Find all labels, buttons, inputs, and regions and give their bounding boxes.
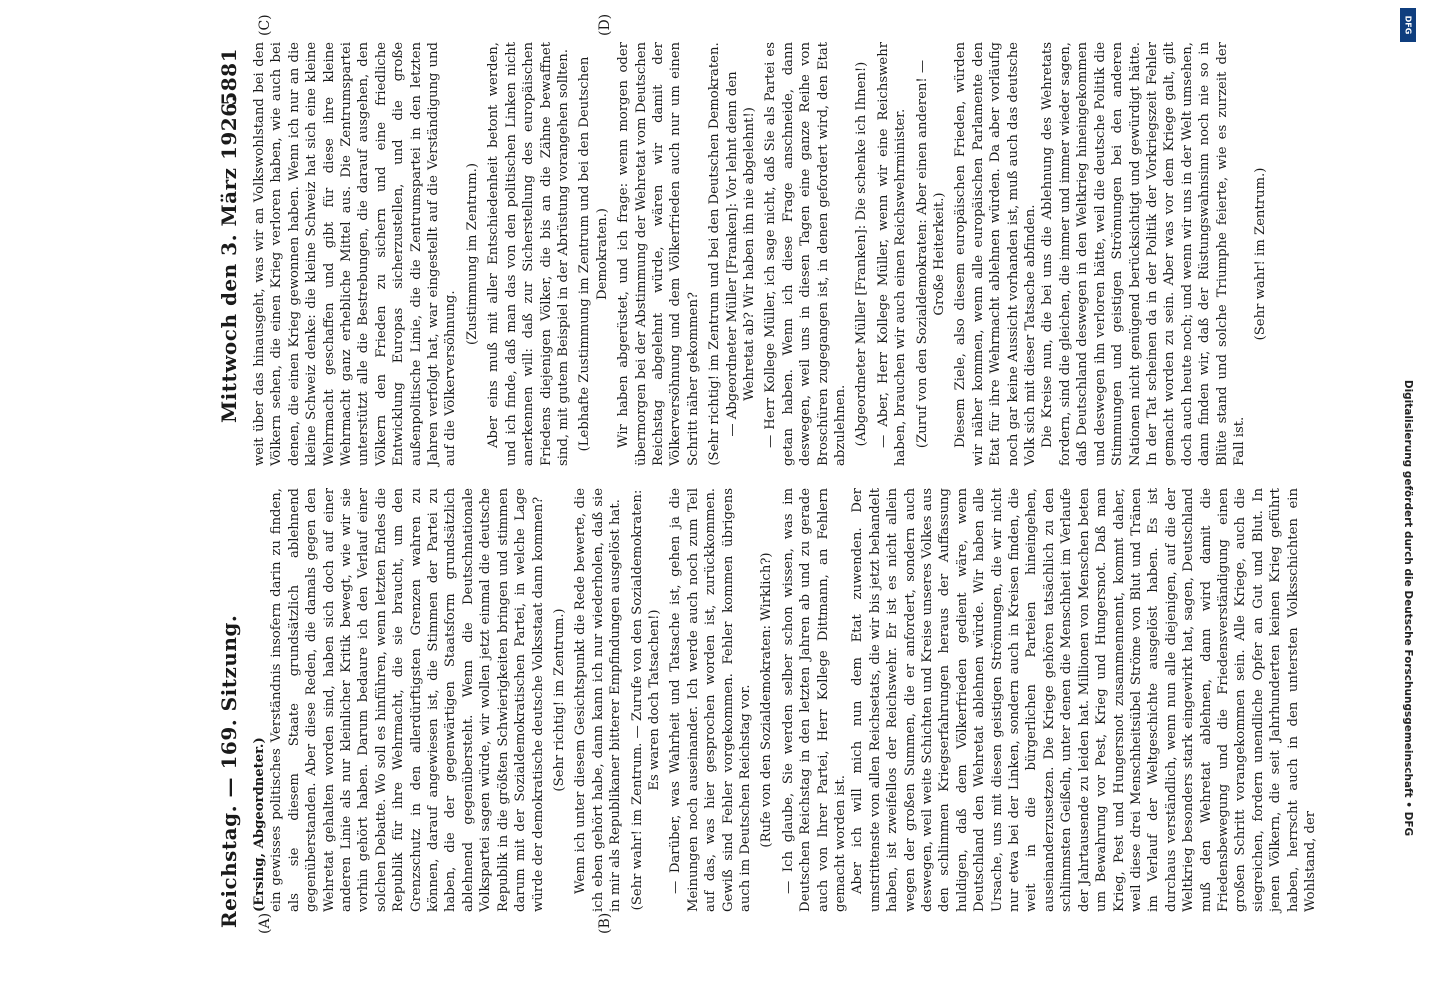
rotated-page (207, 0, 1318, 988)
paragraph: Aber ich will mich nun dem Etat zuwenden. Der umstrittenste von allen Reichsetats, die wir bis jetzt behandelt haben, ist zweifellos der Reichswehr. Er ist es nicht allein wegen der großen Summen, die er anfordert, sondern auch deswegen, weil weite Schichten und Kreise unseres Volkes aus den schlimmen Kriegserfahrungen heraus der Auffassung huldigen, daß dem Völkerfrieden gedient wäre, wenn Deutschland den Wehretat ablehnen würde. Wir haben alle Ursache, uns mit diesen geistigen Strömungen, die wir nicht nur etwa bei der Linken, sondern auch in Kreisen finden, die weit in die bürgerlichen Parteien hineingehen, auseinanderzusetzen. Die Kriege gehören tatsächlich zu den schlimmsten Geißeln, unter denen die Menschheit im Verlaufe der Jahrtausende zu leiden hat. Millionen von Menschen beten um Bewahrung vor Pest, Krieg und Hungersnot. Daß man Krieg, Pest und Hungersnot zusammennennt, kommt daher, weil diese drei Menschheitsübel Ströme von Blut und Tränen im Verlauf der Weltgeschichte ausgelöst haben. Es ist durchaus verständlich, wenn nun alle diejenigen, auf die der Weltkrieg besonders stark eingewirkt hat, sagen, Deutschland muß den Wehretat ablehnen, dann wird damit die Friedensbewegung und die Friedensverständigung einen großen Schritt vorangekommen sein. Alle Kriege, auch die siegreichen, fordern unendliche Opfer an Gut und Blut. In jenen Völkern, die seit Jahrhunderten keinen Krieg geführt haben, herrscht auch in den untersten Volksschichten ein Wohlstand, der (850, 488, 1318, 912)
interjection: (Zuruf von den Sozialdemokraten: Aber einen anderen! — Große Heiterkeit.) (914, 59, 948, 449)
dfg-logo: DFG (1400, 8, 1416, 42)
paragraph: — Aber, Herr Kollege Müller, wenn wir eine Reichswehr haben, brauchen wir auch einen Reichswehrminister. (875, 42, 909, 466)
paragraph: Die Kreise nun, die bei uns die Ablehnung des Wehretats fordern, sind die gleichen, die immer und immer wieder sagen, daß Deutschland deswegen in den Weltkrieg hineingekommen und deswegen ihn verloren hätte, weil die deutsche Politik die Stimmungen und geistigen Strömungen bei den anderen Nationen nicht genügend berücksichtigt und gewürdigt hätte. In der Tat scheinen da in der Politik der Vorkriegszeit Fehler gemacht worden zu sein. Aber was vor dem Kriege galt, gilt doch auch heute noch; und wenn wir uns in der Welt umsehen, dann finden wir, daß der Rüstungswahnsinn noch nie so in Blüte stand und solche Triumphe feierte, wie es zurzeit der Fall ist. (1040, 42, 1247, 466)
running-header (215, 28, 245, 928)
paragraph: Aber eins muß mit aller Entschiedenheit betont werden, und ich finde, daß man das von den politischen Linken nicht anerkennen will: daß zur Sicherstellung des europäischen Friedens diejenigen Völker, die bis an die Zähne bewaffnet sind, mit gutem Beispiel in der Abrüstung vorangehen sollten. (486, 42, 571, 466)
header-left: Reichstag. — 169. Sitzung. (217, 614, 241, 928)
page-number: 5881 (217, 48, 241, 106)
paragraph: weit über das hinausgeht, was wir an Volkswohlstand bei den Völkern sehen, die einen Krieg verloren haben, wie auch bei denen, die einen Krieg gewonnen haben. Wenn ich nur an die kleine Schweiz denke: die kleine Schweiz hat sich eine kleine Wehrmacht geschaffen und gibt für diese ihre kleine Wehrmacht ganz erhebliche Mittel aus. Die Zentrumspartei unterstützt alle die Bestrebungen, die darauf ausgehen, den Völkern den Frieden zu sichern und eine friedliche Entwicklung Europas sicherzustellen, und die große außenpolitische Linie, die die Zentrumspartei in den letzten Jahren verfolgt hat, war eingestellt auf die Verständigung und auf die Völkerversöhnung. (252, 42, 459, 466)
margin-mark-a: (A) (257, 912, 273, 934)
header-center: Mittwoch den 3. März 1926. (217, 94, 241, 423)
interjection: (Lebhafte Zustimmung im Zentrum und bei den Deutschen Demokraten.) (577, 56, 610, 452)
paragraph: Wenn ich unter diesem Gesichtspunkt die Rede bewerte, die ich eben gehört habe, dann kann ich nur wiederholen, daß sie in mir als Republikaner bitterer Empfindungen ausgelöst hat. (573, 488, 624, 912)
speaker-tag: (Ersing, Abgeordneter.) (252, 737, 267, 912)
dfg-funding-stamp (1400, 8, 1416, 992)
interjection: (Sehr wahr! im Zentrum.) (1253, 167, 1269, 341)
paragraph: Diesem Ziele, also diesem europäischen Frieden, würden wir näher kommen, wenn alle europäischen Parlamente den Etat für ihre Wehrmacht ablehnen würden. Da aber vorläufig noch gar keine Aussicht vorhanden ist, muß auch das deutsche Volk sich mit dieser Tatsache abfinden. (953, 42, 1039, 466)
interjection: (Sehr wahr! im Zentrum. — Zurufe von den Sozialdemokraten: Es waren doch Tatsachen!) (629, 489, 662, 911)
left-text-column (251, 488, 1318, 912)
interjection: (Rufe von den Sozialdemokraten: Wirklich?) (759, 552, 775, 848)
digitization-credit: Digitalisierung gefördert durch die Deutsche Forschungsgemeinschaft • DFG (1402, 379, 1414, 837)
interjection: (Sehr richtig! im Zentrum.) (551, 608, 567, 792)
interjection: (Abgeordneter Müller [Franken]: Die schenke ich Ihnen!) (854, 61, 870, 447)
margin-mark-b: (B) (597, 912, 613, 934)
right-text-column (251, 42, 1269, 466)
paragraph: ein gewisses politisches Verständnis insofern darin zu finden, als sie diesem Staate grundsätzlich ablehnend gegenüberstanden. Aber diese Reden, die damals gegen den Wehretat gehalten worden sind, haben sich doch auf einer anderen Linie als nur kleinlicher Kritik bewegt, wie wir sie vorhin gehört haben. Darum bedaure ich den Verlauf einer solchen Debatte. Wo soll es hinführen, wenn letzten Endes die Republik für ihre Wehrmacht, die sie braucht, um den Grenzschutz in den allerdürftigsten Grenzen wahren zu können, darauf angewiesen ist, die Stimmen der Partei zu haben, die der gegenwärtigen Staatsform grundsätzlich ablehnend gegenübersteht. Wenn die Deutschnationale Volkspartei sagen würde, wir wollen jetzt einmal die deutsche Republik in die größten Schwierigkeiten bringen und stimmen darum mit der Sozialdemokratischen Partei, in welche Lage würde der demokratische deutsche Volksstaat dann kommen? (269, 488, 546, 912)
paragraph: — Darüber, was Wahrheit und Tatsache ist, gehen ja die Meinungen noch auseinander. Ich werde auch noch zum Teil auf das, was hier gesprochen worden ist, zurückkommen. Gewiß sind Fehler vorgekommen. Fehler kommen übrigens auch im Deutschen Reichstag vor. (668, 488, 753, 912)
paragraph: — Ich glaube, Sie werden selber schon wissen, was im Deutschen Reichstag in den letzten Jahren ab und zu gerade auch von Ihrer Partei, Herr Kollege Dittmann, an Fehlern gemacht worden ist. (780, 488, 848, 912)
margin-mark-c: (C) (257, 14, 273, 36)
margin-mark-d: (D) (597, 13, 613, 36)
paragraph: Wir haben abgerüstet, und ich frage: wenn morgen oder übermorgen bei der Abstimmung der Wehretat vom Deutschen Reichstag abgelehnt würde, wären wir damit der Völkerversöhnung und dem Völkerfrieden auch nur um einen Schritt näher gekommen? (616, 42, 701, 466)
interjection: (Sehr richtig! im Zentrum und bei den Deutschen Demokraten. — Abgeordneter Müller [Franken]: Vor lehnt denn den Wehretat ab? Wir haben ihn nie abgelehnt!) (707, 42, 757, 466)
interjection: (Zustimmung im Zentrum.) (464, 162, 480, 346)
paragraph: — Herr Kollege Müller, ich sage nicht, daß Sie als Partei es getan haben. Wenn ich diese Frage anschneide, dann deswegen, weil uns in diesen Tagen eine ganze Reihe von Broschüren zugegangen ist, in denen gefordert wird, den Etat abzulehnen. (763, 42, 848, 466)
